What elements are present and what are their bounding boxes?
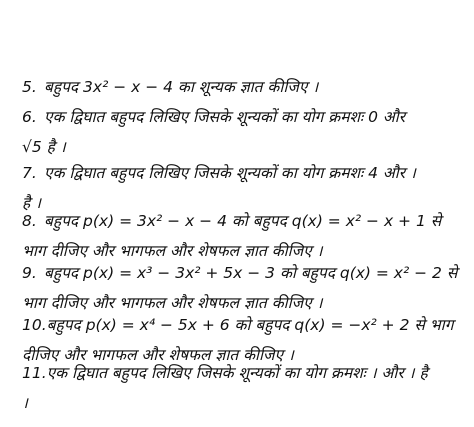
question-number: 6. bbox=[22, 108, 37, 126]
question-6 bbox=[22, 102, 460, 162]
question-5 bbox=[22, 72, 460, 102]
question-number: 11. bbox=[22, 364, 47, 382]
question-11 bbox=[22, 358, 460, 418]
question-text-continued: है । bbox=[22, 194, 42, 212]
question-number: 5. bbox=[22, 78, 37, 96]
question-text-continued: । bbox=[22, 394, 28, 412]
question-9 bbox=[22, 258, 460, 318]
question-text-continued: √5 है । bbox=[22, 138, 66, 156]
question-text-continued: भाग दीजिए और भागफल और शेषफल ज्ञात कीजिए । bbox=[22, 294, 323, 312]
question-text: एक द्विघात बहुपद लिखिए जिसके शून्यकों का योग क्रमशः 0 और bbox=[44, 108, 406, 126]
question-text-continued: दीजिए और भागफल और शेषफल ज्ञात कीजिए । bbox=[22, 346, 294, 364]
question-number: 7. bbox=[22, 164, 37, 182]
question-text: एक द्विघात बहुपद लिखिए जिसके शून्यकों का योग क्रमशः । और । है bbox=[46, 364, 428, 382]
question-text: एक द्विघात बहुपद लिखिए जिसके शून्यकों का योग क्रमशः 4 और । bbox=[44, 164, 416, 182]
question-number: 8. bbox=[22, 212, 37, 230]
question-text: बहुपद p(x) = x³ − 3x² + 5x − 3 को बहुपद q(x) = x² − 2 से bbox=[44, 264, 458, 282]
question-8 bbox=[22, 206, 460, 266]
question-number: 9. bbox=[22, 264, 37, 282]
question-text: बहुपद p(x) = 3x² − x − 4 को बहुपद q(x) = x² − x + 1 से bbox=[44, 212, 442, 230]
question-number: 10. bbox=[22, 316, 47, 334]
question-text: बहुपद 3x² − x − 4 का शून्यक ज्ञात कीजिए । bbox=[44, 78, 319, 96]
question-text: बहुपद p(x) = x⁴ − 5x + 6 को बहुपद q(x) = −x² + 2 से भाग bbox=[46, 316, 454, 334]
question-text-continued: भाग दीजिए और भागफल और शेषफल ज्ञात कीजिए । bbox=[22, 242, 323, 260]
